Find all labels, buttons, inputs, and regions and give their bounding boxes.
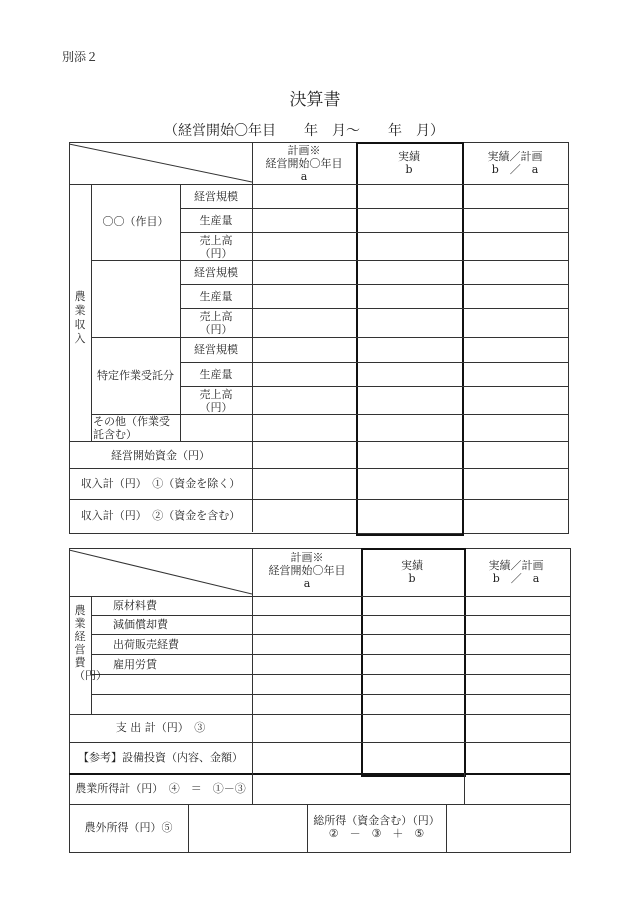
ratio-header-line2: b ／ a <box>491 163 539 176</box>
ratio-header-line1: 実績／計画 <box>487 150 543 163</box>
ratio-header-line2: b ／ a <box>492 572 540 585</box>
farm-income-label: 農業収入 <box>74 290 86 345</box>
scale-label: 経営規模 <box>194 190 238 203</box>
crop-label: 〇〇（作目） <box>102 215 169 228</box>
farm-expense-label: 農業経営費（円） <box>74 604 107 682</box>
ratio-header-2 <box>463 559 569 585</box>
equipment-reference-label: 【参考】設備投資（内容、金額） <box>78 751 243 764</box>
plan-header-line3: a <box>300 170 308 183</box>
expense-item: 原材料費 <box>113 599 157 612</box>
plan-header-line1: 計画※ <box>290 551 324 564</box>
sales-line1: 売上高 <box>199 310 233 323</box>
ratio-header-line1: 実績／計画 <box>488 559 544 572</box>
expense-item: 出荷販売経費 <box>113 638 179 651</box>
expense-item: 雇用労賃 <box>113 658 157 671</box>
scale-label: 経営規模 <box>194 343 238 356</box>
actual-header-line1: 実績 <box>398 150 420 163</box>
expense-item: 減価償却費 <box>113 618 168 631</box>
income-total-2-label: 収入計（円） ②（資金を含む） <box>80 509 241 522</box>
actual-header-line2: b <box>405 163 413 176</box>
total-income-line2: ② － ③ ＋ ⑤ <box>328 827 425 840</box>
income-total-1-label: 収入計（円） ①（資金を除く） <box>80 477 241 490</box>
period-close: 年目 年 月～ 年 月） <box>248 123 444 139</box>
period-year-mark: 〇 <box>234 123 248 139</box>
sales-line1: 売上高 <box>199 234 233 247</box>
farm-income-total-label: 農業所得計（円） ④ ＝ ①－③ <box>75 782 246 795</box>
attachment-label: 別添２ <box>62 50 99 64</box>
sales-line1: 売上高 <box>199 388 233 401</box>
other-line1: その他（作業受 <box>93 415 170 428</box>
actual-header-2 <box>362 559 462 585</box>
contract-label: 特定作業受託分 <box>97 369 174 382</box>
actual-header-line2: b <box>408 572 416 585</box>
sales-line2: （円） <box>199 401 233 414</box>
total-income-line1: 総所得（資金含む）（円） <box>313 814 440 827</box>
other-line2: 託含む） <box>93 428 137 441</box>
plan-header-line1: 計画※ <box>287 144 321 157</box>
document-title: 決算書 <box>289 90 341 110</box>
production-label: 生産量 <box>199 214 233 227</box>
sales-line2: （円） <box>199 247 233 260</box>
production-label: 生産量 <box>199 290 233 303</box>
actual-header-line1: 実績 <box>401 559 423 572</box>
plan-header-line2: 経営開始〇年目 <box>268 564 346 577</box>
header-diagonal <box>69 548 252 596</box>
total-income-label <box>307 814 446 840</box>
scale-label: 経営規模 <box>194 266 238 279</box>
production-label: 生産量 <box>199 368 233 381</box>
period-open: （経営開始 <box>164 123 234 139</box>
plan-header-2 <box>252 551 362 590</box>
expense-total-label: 支 出 計（円） ③ <box>115 721 206 734</box>
start-funds-label: 経営開始資金（円） <box>111 449 210 462</box>
plan-header-line3: a <box>303 577 311 590</box>
plan-header-line2: 経営開始〇年目 <box>265 157 343 170</box>
nonfarm-income-label: 農外所得（円）⑤ <box>84 821 173 834</box>
sales-line2: （円） <box>199 323 233 336</box>
